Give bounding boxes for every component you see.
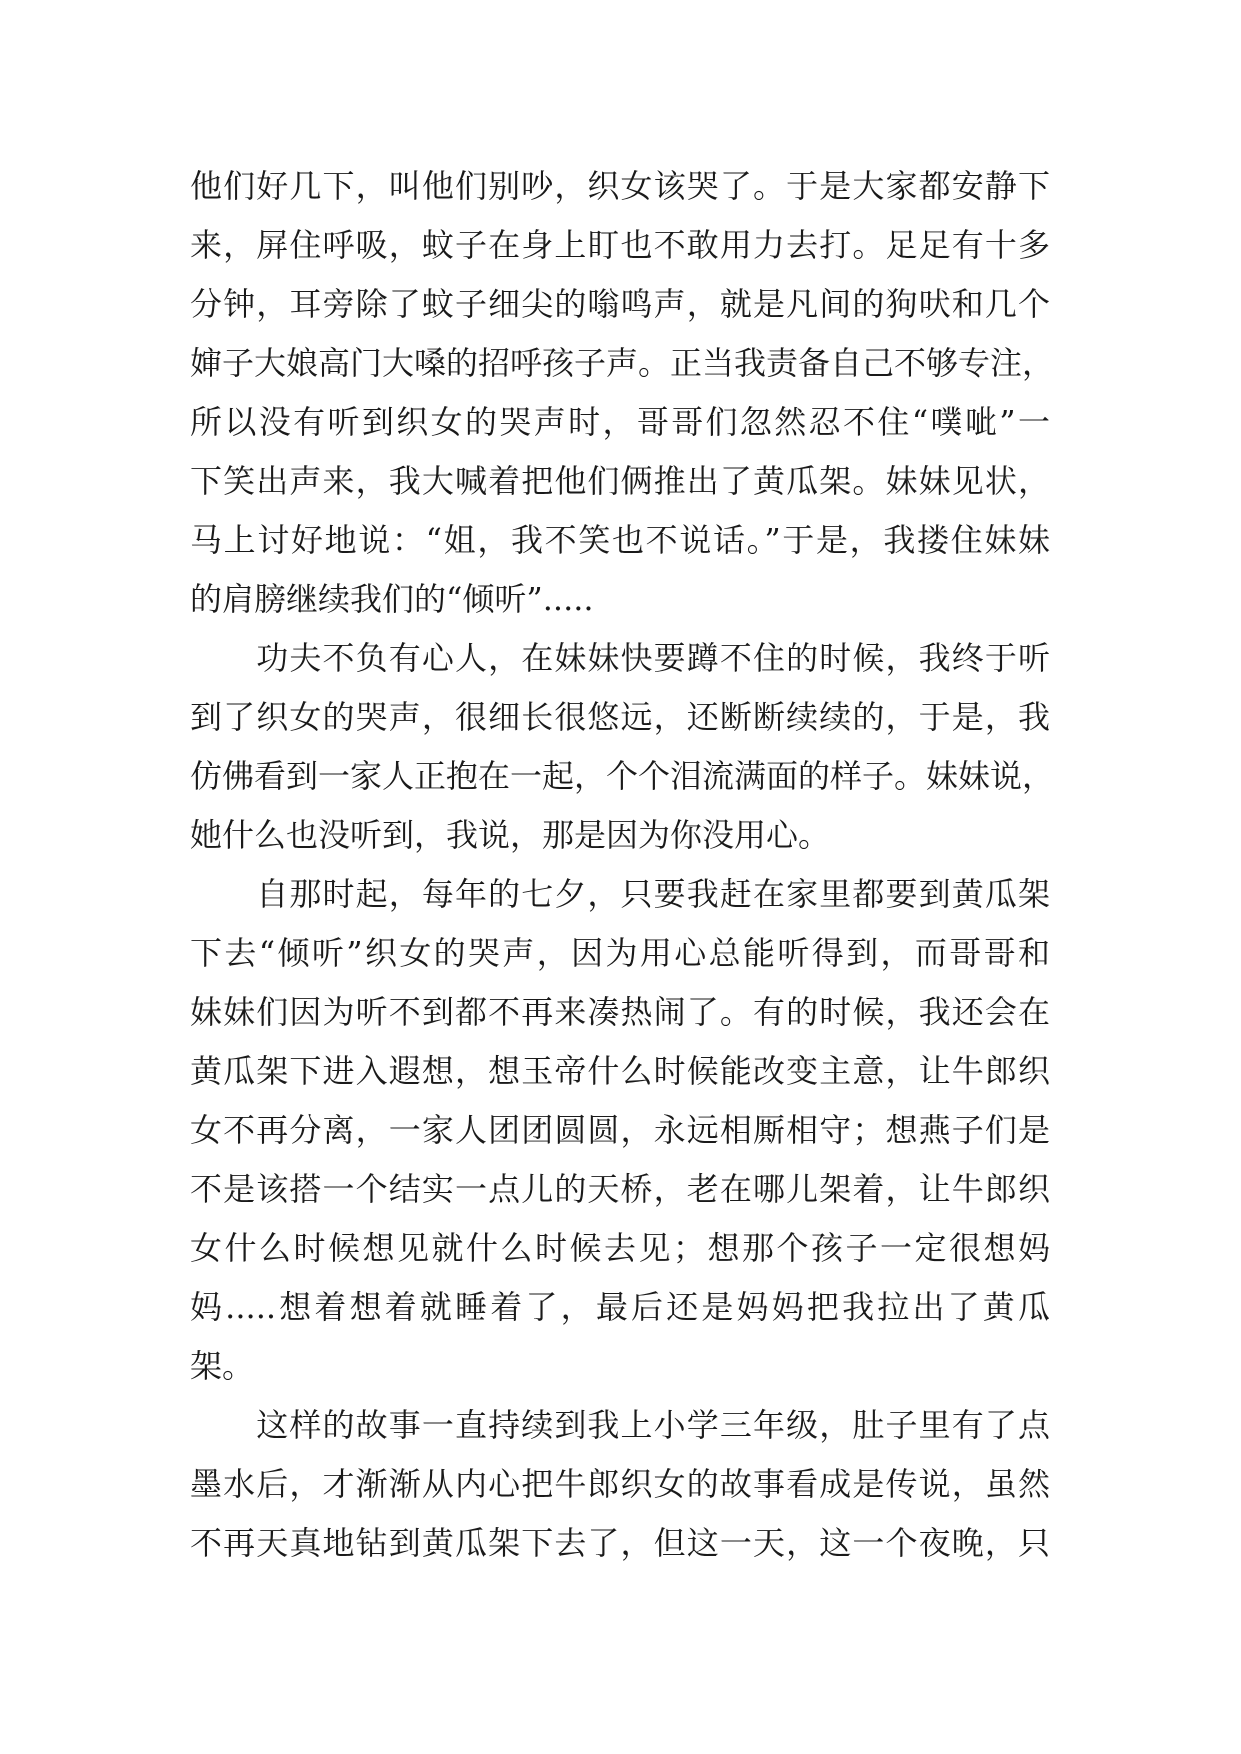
text-line: 黄瓜架下进入遐想，想玉帝什么时候能改变主意，让牛郎织: [190, 1052, 1050, 1090]
text-line: 到了织女的哭声，很细长很悠远，还断断续续的，于是，我: [190, 698, 1050, 736]
text-line: 妈.....想着想着就睡着了，最后还是妈妈把我拉出了黄瓜: [190, 1288, 1050, 1326]
text-line: 这样的故事一直持续到我上小学三年级，肚子里有了点: [190, 1406, 1050, 1444]
text-line: 女不再分离，一家人团团圆圆，永远相厮相守；想燕子们是: [190, 1111, 1050, 1149]
text-line: 下去“倾听”织女的哭声，因为用心总能听得到，而哥哥和: [190, 934, 1050, 972]
text-line: 功夫不负有心人，在妹妹快要蹲不住的时候，我终于听: [190, 639, 1050, 677]
text-line: 分钟，耳旁除了蚊子细尖的嗡鸣声，就是凡间的狗吠和几个: [190, 285, 1050, 323]
text-line: 下笑出声来，我大喊着把他们俩推出了黄瓜架。妹妹见状，: [190, 462, 1050, 500]
text-line: 的肩膀继续我们的“倾听”.....: [190, 580, 594, 618]
text-line: 来，屏住呼吸，蚊子在身上盯也不敢用力去打。足足有十多: [190, 226, 1050, 264]
text-line: 不是该搭一个结实一点儿的天桥，老在哪儿架着，让牛郎织: [190, 1170, 1050, 1208]
text-line: 马上讨好地说：“姐，我不笑也不说话。”于是，我搂住妹妹: [190, 521, 1050, 559]
text-line: 她什么也没听到，我说，那是因为你没用心。: [190, 816, 831, 854]
text-line: 不再天真地钻到黄瓜架下去了，但这一天，这一个夜晚，只: [190, 1524, 1050, 1562]
text-line: 自那时起，每年的七夕，只要我赶在家里都要到黄瓜架: [190, 875, 1050, 913]
text-line: 妹妹们因为听不到都不再来凑热闹了。有的时候，我还会在: [190, 993, 1050, 1031]
text-line: 他们好几下，叫他们别吵，织女该哭了。于是大家都安静下: [190, 167, 1050, 205]
text-line: 所以没有听到织女的哭声时，哥哥们忽然忍不住“噗呲”一: [190, 403, 1050, 441]
text-line: 婶子大娘高门大嗓的招呼孩子声。正当我责备自己不够专注，: [190, 344, 1055, 382]
text-line: 墨水后，才渐渐从内心把牛郎织女的故事看成是传说，虽然: [190, 1465, 1050, 1503]
text-line: 架。: [190, 1347, 255, 1385]
text-line: 女什么时候想见就什么时候去见；想那个孩子一定很想妈: [190, 1229, 1050, 1267]
body-text: [190, 157, 1055, 1573]
text-line: 仿佛看到一家人正抱在一起，个个泪流满面的样子。妹妹说，: [190, 757, 1055, 795]
